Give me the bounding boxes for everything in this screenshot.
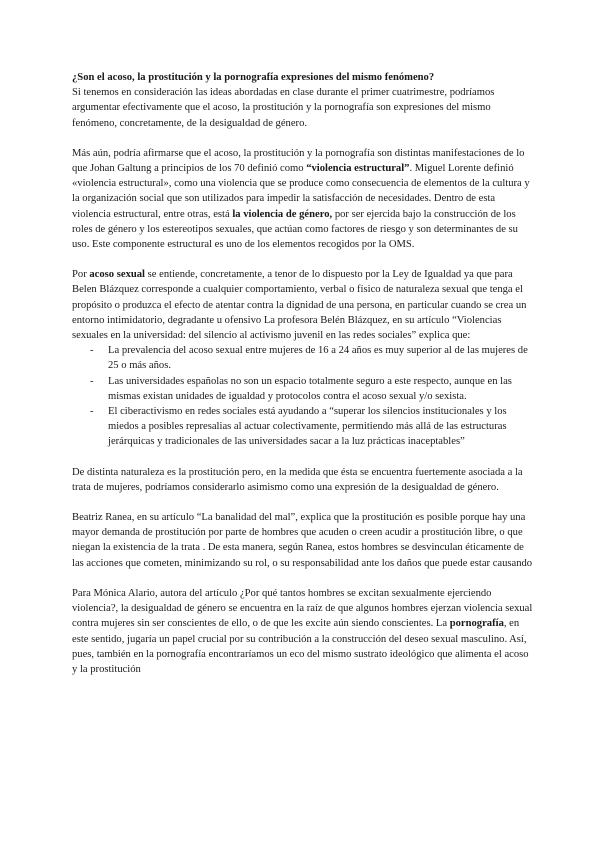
- text-run: Más aún, podría afirmarse que el acoso, la prostitución y la pornografía son distintas manifestaciones de lo que Johan Galtung a principios de los 70 definió como: [72, 147, 525, 175]
- text-run: , en este sentido, jugaría un papel crucial por su contribución a la construcción del deseo sexual masculino. Así, pues, también en la pornografía encontraríamos un eco del mismo sustrato ideológico que alimenta el acoso y la prostitución: [72, 618, 529, 675]
- list-item-text: El ciberactivismo en redes sociales está ayudando a “superar los silencios institucionales y los miedos a posibles represalias al actuar colectivamente, permitiendo más allá de las estructuras jerárquicas y tradicionales de las universidades sacar a la luz prácticas inaceptables”: [108, 406, 507, 448]
- bold-term-structural-violence: “violencia estructural”: [306, 163, 410, 175]
- spacer: [72, 450, 534, 465]
- paragraph-structural-violence: [72, 146, 534, 252]
- bold-term-gender-violence: la violencia de género,: [232, 208, 333, 220]
- list-item-text: Las universidades españolas no son un espacio totalmente seguro a este respecto, aunque en las mismas existan unidades de igualdad y protocolos contra el acoso sexual y/o sexista.: [108, 375, 512, 402]
- text-run: por ser ejercida bajo la construcción de los roles de género y los estereotipos sexuales, que actúan como factores de riesgo y son determinantes de su uso. Este componente estructural es uno de los elementos recogidos por la OMS.: [72, 208, 518, 251]
- list-item: [72, 374, 534, 404]
- spacer: [72, 571, 534, 586]
- list-item: [72, 404, 534, 450]
- document-page: [72, 70, 534, 677]
- spacer: [72, 495, 534, 510]
- bullet-dash: -: [90, 345, 94, 357]
- bullet-dash: -: [90, 406, 94, 418]
- text-run: se entiende, concretamente, a tenor de lo dispuesto por la Ley de Igualdad ya que para Belen Blázquez corresponde a cualquier comportamiento, verbal o físico de naturaleza sexual que tenga el propósito o produzca el efecto de atentar contra la dignidad de una persona, en particular cuando se crea un entorno intimidatorio, degradante u ofensivo La profesora Belén Blázquez, en su artículo “Violencias sexuales en la universidad: del silencio al activismo juvenil en las redes sociales” explica que:: [72, 269, 527, 342]
- document-title: ¿Son el acoso, la prostitución y la pornografía expresiones del mismo fenómeno?: [72, 72, 435, 83]
- bullet-list: [72, 343, 534, 449]
- paragraph-sexual-harassment: [72, 267, 534, 343]
- bold-term-pornography: pornografía: [449, 618, 504, 630]
- text-run: . Miguel Lorente definió «violencia estructural», como una violencia que se produce como consecuencia de elementos de la cultura y la organización social que son utilizados para impedir la satisfacción de necesidades. Dentro de esta violencia estructural, entre otras, está: [72, 163, 530, 220]
- list-item: [72, 343, 534, 373]
- paragraph-ranea: Beatriz Ranea, en su artículo “La banalidad del mal”, explica que la prostitución es posible porque hay una mayor demanda de prostitución por parte de hombres que acuden o creen acudir a prostitución libre, o que niegan la existencia de la trata . De esta manera, según Ranea, estos hombres se desvinculan éticamente de las acciones que cometen, minimizando su rol, o su responsabilidad ante los daños que puede estar causando: [72, 512, 533, 569]
- text-run: Para Mónica Alario, autora del artículo ¿Por qué tantos hombres se excitan sexualmente ejerciendo violencia?, la desigualdad de género se encuentra en la raíz de que algunos hombres ejerzan violencia sexual contra mujeres sin ser conscientes de ello, o de que les excite aún siendo conscientes. La: [72, 587, 533, 630]
- text-run: Por: [72, 269, 90, 281]
- bullet-dash: -: [90, 375, 94, 387]
- bold-term-sexual-harassment: acoso sexual: [89, 269, 145, 281]
- spacer: [72, 131, 534, 146]
- paragraph-prostitution: De distinta naturaleza es la prostitución pero, en la medida que ésta se encuentra fuertemente asociada a la trata de mujeres, podríamos considerarlo asimismo como una expresión de la desigualdad de género.: [72, 466, 523, 493]
- paragraph-intro: Si tenemos en consideración las ideas abordadas en clase durante el primer cuatrimestre, podríamos argumentar efectivamente que el acoso, la prostitución y la pornografía son expresiones del mismo fenómeno, concretamente, de la desigualdad de género.: [72, 87, 495, 129]
- spacer: [72, 252, 534, 267]
- paragraph-alario: [72, 586, 534, 677]
- list-item-text: La prevalencia del acoso sexual entre mujeres de 16 a 24 años es muy superior al de las mujeres de 25 o más años.: [108, 345, 528, 372]
